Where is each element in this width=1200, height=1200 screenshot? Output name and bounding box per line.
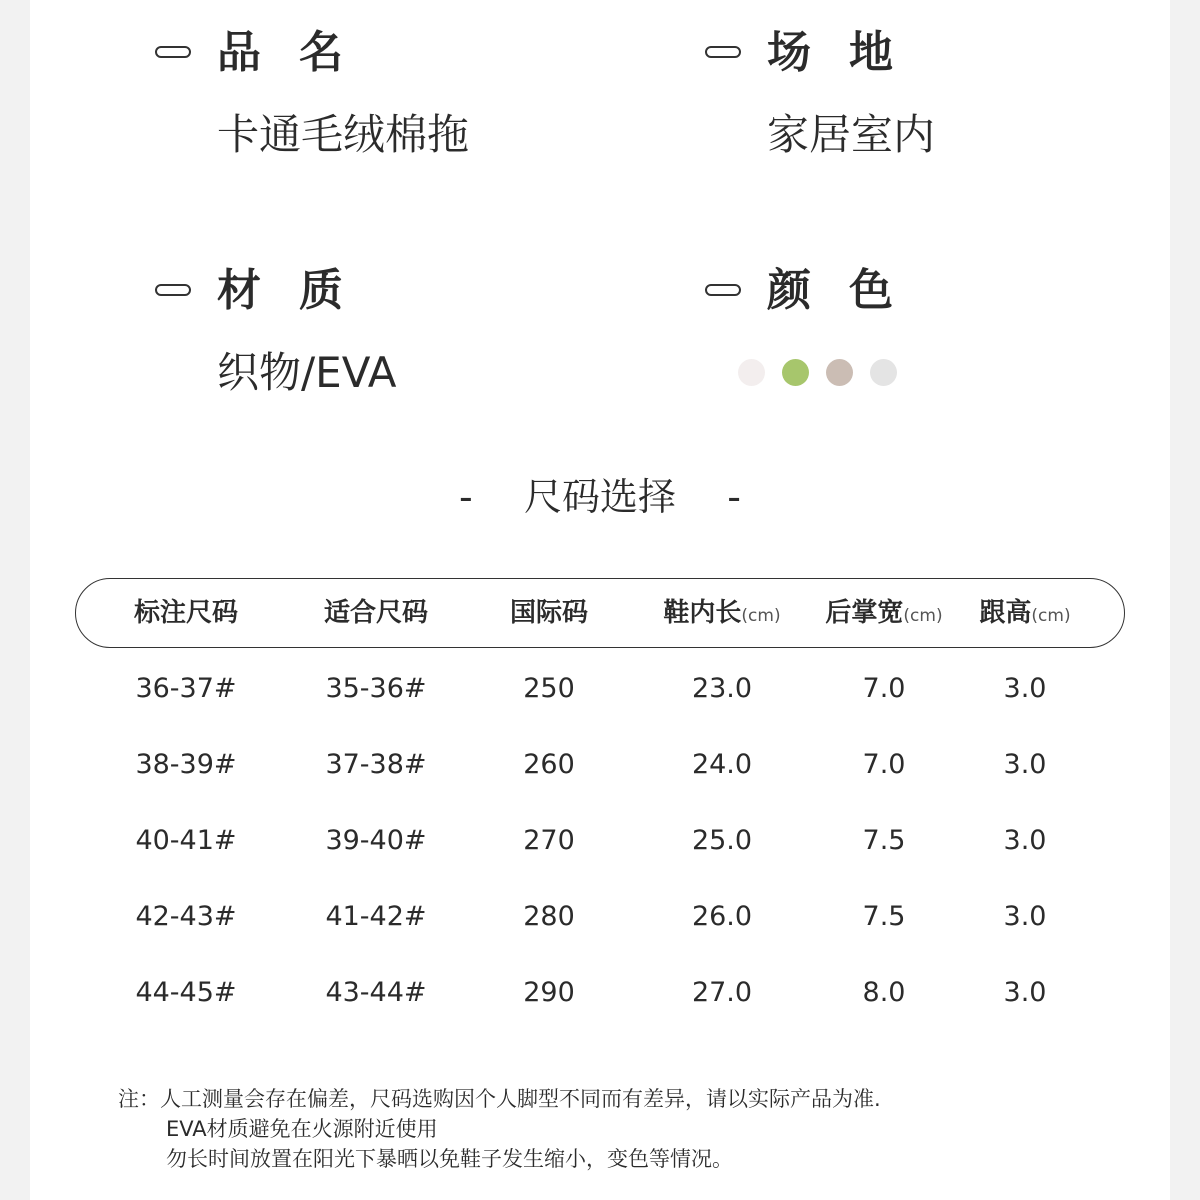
attr-value: 织物/EVA bbox=[217, 348, 397, 397]
attr-label: 颜色 bbox=[767, 265, 931, 316]
header-unit: (cm) bbox=[741, 606, 781, 626]
size-section-title bbox=[0, 472, 1200, 522]
table-cell: 42-43# bbox=[135, 901, 237, 932]
table-cell: 7.0 bbox=[862, 749, 906, 780]
attr-label: 场地 bbox=[767, 27, 931, 78]
table-cell: 23.0 bbox=[691, 673, 753, 704]
pill-bullet-icon bbox=[155, 284, 191, 296]
title-dash-right: - bbox=[727, 475, 741, 519]
note-line-2: EVA材质避免在火源附近使用 bbox=[166, 1117, 438, 1141]
size-title-text: 尺码选择 bbox=[523, 475, 676, 519]
header-unit: (cm) bbox=[1031, 606, 1071, 626]
header-unit: (cm) bbox=[903, 606, 943, 626]
table-cell: 37-38# bbox=[325, 749, 427, 780]
table-cell: 290 bbox=[523, 977, 575, 1008]
table-cell: 3.0 bbox=[1003, 825, 1047, 856]
table-header-cell bbox=[663, 596, 780, 633]
header-label: 鞋内长 bbox=[663, 598, 742, 628]
table-cell: 270 bbox=[523, 825, 575, 856]
table-cell: 250 bbox=[523, 673, 575, 704]
header-label: 国际码 bbox=[509, 598, 589, 628]
table-cell: 280 bbox=[523, 901, 575, 932]
table-cell: 7.5 bbox=[862, 901, 906, 932]
table-cell: 35-36# bbox=[325, 673, 427, 704]
pill-bullet-icon bbox=[705, 284, 741, 296]
table-header-cell bbox=[134, 596, 238, 630]
table-cell: 3.0 bbox=[1003, 977, 1047, 1008]
header-label: 后掌宽 bbox=[825, 598, 904, 628]
table-header-cell bbox=[510, 596, 588, 630]
note-line-3: 勿长时间放置在阳光下暴晒以免鞋子发生缩小，变色等情况。 bbox=[166, 1147, 733, 1171]
table-header-cell bbox=[979, 596, 1070, 633]
table-cell: 260 bbox=[523, 749, 575, 780]
table-cell: 44-45# bbox=[135, 977, 237, 1008]
table-header-cell bbox=[825, 596, 942, 633]
attr-value: 卡通毛绒棉拖 bbox=[217, 110, 470, 159]
table-cell: 43-44# bbox=[325, 977, 427, 1008]
table-header-cell bbox=[324, 596, 428, 630]
table-cell: 40-41# bbox=[135, 825, 237, 856]
header-label: 标注尺码 bbox=[133, 598, 239, 628]
color-swatch-3[interactable] bbox=[870, 359, 897, 386]
table-cell: 7.5 bbox=[862, 825, 906, 856]
attr-value: 家居室内 bbox=[767, 110, 936, 159]
color-swatch-0[interactable] bbox=[738, 359, 765, 386]
title-dash-left: - bbox=[459, 475, 473, 519]
note-line-1: 注：人工测量会存在偏差，尺码选购因个人脚型不同而有差异，请以实际产品为准. bbox=[118, 1087, 881, 1111]
table-cell: 8.0 bbox=[862, 977, 906, 1008]
table-cell: 41-42# bbox=[325, 901, 427, 932]
header-label: 适合尺码 bbox=[323, 598, 429, 628]
pill-bullet-icon bbox=[705, 46, 741, 58]
header-label: 跟高 bbox=[979, 598, 1032, 628]
table-cell: 24.0 bbox=[691, 749, 753, 780]
table-cell: 3.0 bbox=[1003, 901, 1047, 932]
table-cell: 39-40# bbox=[325, 825, 427, 856]
table-cell: 26.0 bbox=[691, 901, 753, 932]
table-cell: 3.0 bbox=[1003, 749, 1047, 780]
color-swatches bbox=[738, 359, 897, 386]
attr-label: 品名 bbox=[217, 27, 381, 78]
table-cell: 25.0 bbox=[691, 825, 753, 856]
table-cell: 7.0 bbox=[862, 673, 906, 704]
pill-bullet-icon bbox=[155, 46, 191, 58]
table-cell: 3.0 bbox=[1003, 673, 1047, 704]
color-swatch-1[interactable] bbox=[782, 359, 809, 386]
table-cell: 38-39# bbox=[135, 749, 237, 780]
color-swatch-2[interactable] bbox=[826, 359, 853, 386]
notes bbox=[118, 1084, 881, 1174]
table-cell: 36-37# bbox=[135, 673, 237, 704]
table-cell: 27.0 bbox=[691, 977, 753, 1008]
attr-label: 材质 bbox=[217, 265, 381, 316]
